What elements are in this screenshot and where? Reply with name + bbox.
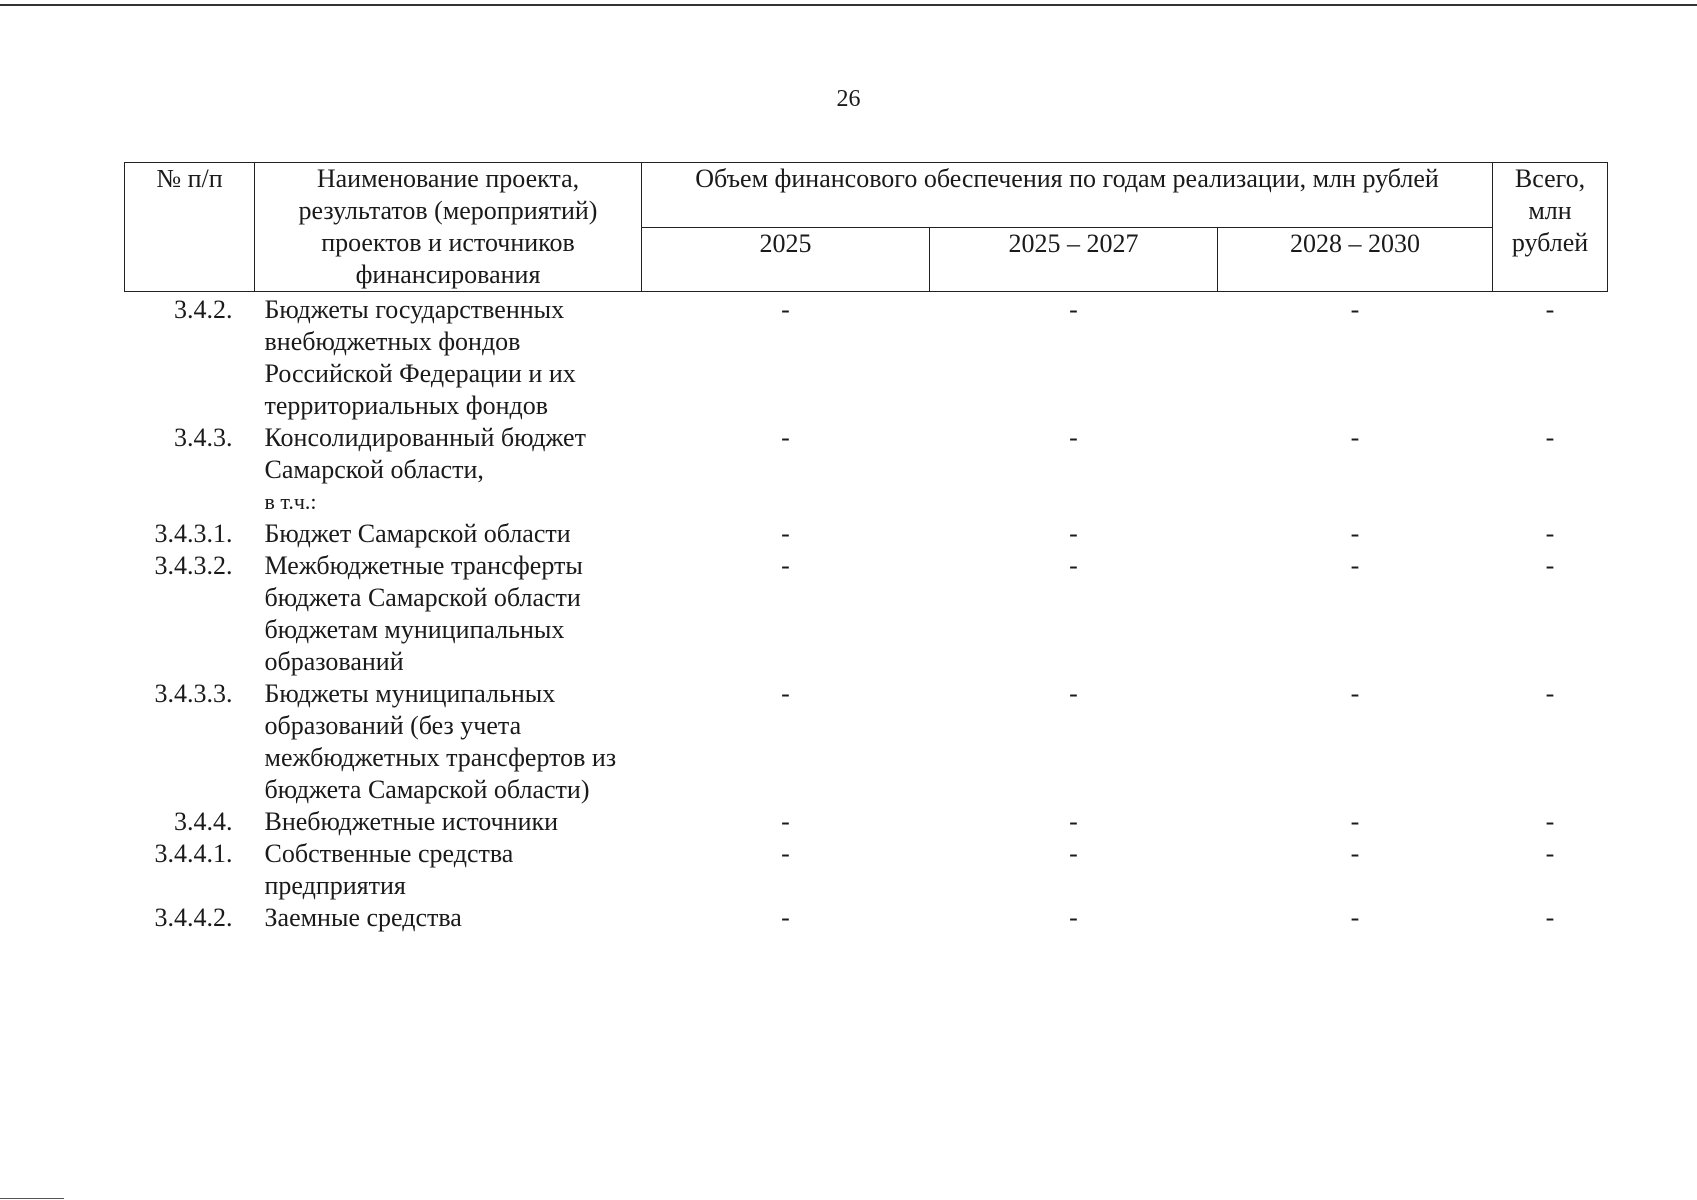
row-number: 3.4.3.2.	[154, 551, 233, 580]
row-value-total: -	[1545, 807, 1555, 836]
row-number: 3.4.4.	[174, 807, 233, 836]
row-name: Собственные средства предприятия	[264, 839, 514, 900]
row-name: Межбюджетные трансферты бюджета Самарской области бюджетам муниципальных образований	[264, 551, 583, 676]
row-value-2028-2030: -	[1350, 423, 1360, 452]
table-row	[125, 806, 1608, 838]
row-value-2028-2030: -	[1350, 903, 1360, 932]
row-value-2025-2027: -	[1069, 295, 1078, 324]
row-value-total: -	[1545, 423, 1555, 452]
row-number: 3.4.3.	[174, 423, 233, 452]
table-row	[125, 678, 1608, 806]
row-value-2025-2027: -	[1069, 423, 1078, 452]
table-row	[125, 518, 1608, 550]
table-row	[125, 292, 1608, 423]
row-name: Бюджеты государственных внебюджетных фондов Российской Федерации и их территориальных фондов	[264, 295, 576, 420]
header-total: Всего, млн рублей	[1493, 163, 1608, 292]
row-value-total: -	[1545, 295, 1555, 324]
page-number: 26	[836, 86, 861, 112]
table-row	[125, 422, 1608, 518]
row-value-2028-2030: -	[1350, 807, 1360, 836]
row-value-2028-2030: -	[1350, 295, 1360, 324]
row-value-2025-2027: -	[1069, 903, 1078, 932]
row-value-2025: -	[781, 679, 790, 708]
row-value-2028-2030: -	[1350, 839, 1360, 868]
row-number: 3.4.4.1.	[154, 839, 233, 868]
top-rule	[0, 4, 1697, 6]
header-funding-group: Объем финансового обеспечения по годам реализации, млн рублей	[642, 163, 1493, 228]
row-value-2025: -	[781, 807, 790, 836]
row-value-2025: -	[781, 903, 790, 932]
row-name: Внебюджетные источники	[264, 807, 559, 836]
row-name: Бюджет Самарской области	[264, 519, 571, 548]
row-value-total: -	[1545, 839, 1555, 868]
row-value-2028-2030: -	[1350, 679, 1360, 708]
row-name: Бюджеты муниципальных образований (без учета межбюджетных трансфертов из бюджета Самарской области)	[264, 679, 617, 804]
financing-table	[124, 162, 1608, 934]
table-row	[125, 902, 1608, 934]
row-value-total: -	[1545, 551, 1555, 580]
table-row	[125, 838, 1608, 902]
row-value-2025-2027: -	[1069, 519, 1078, 548]
row-value-2025: -	[781, 423, 790, 452]
header-year-2025: 2025	[642, 227, 930, 292]
row-value-2025: -	[781, 839, 790, 868]
row-value-2025-2027: -	[1069, 551, 1078, 580]
row-value-2025-2027: -	[1069, 807, 1078, 836]
row-name: Заемные средства	[264, 903, 462, 932]
row-name-note: в т.ч.:	[264, 489, 317, 514]
row-number: 3.4.4.2.	[154, 903, 233, 932]
header-year-2025-2027: 2025 – 2027	[930, 227, 1218, 292]
row-value-2025: -	[781, 295, 790, 324]
header-name: Наименование проекта, результатов (мероприятий) проектов и источников финансирования	[255, 163, 642, 292]
row-number: 3.4.3.1.	[154, 519, 233, 548]
row-name: Консолидированный бюджет Самарской области,	[264, 423, 586, 484]
header-num: № п/п	[125, 163, 255, 292]
table-row	[125, 550, 1608, 678]
row-value-2025: -	[781, 551, 790, 580]
row-value-2025-2027: -	[1069, 679, 1078, 708]
header-year-2028-2030: 2028 – 2030	[1218, 227, 1493, 292]
row-number: 3.4.3.3.	[154, 679, 233, 708]
row-name-cell	[255, 422, 642, 518]
row-value-2025-2027: -	[1069, 839, 1078, 868]
row-value-2028-2030: -	[1350, 519, 1360, 548]
row-value-2025: -	[781, 519, 790, 548]
row-value-total: -	[1545, 903, 1555, 932]
bottom-rule	[0, 1198, 64, 1199]
row-value-2028-2030: -	[1350, 551, 1360, 580]
row-value-total: -	[1545, 679, 1555, 708]
row-number: 3.4.2.	[174, 295, 233, 324]
row-value-total: -	[1545, 519, 1555, 548]
